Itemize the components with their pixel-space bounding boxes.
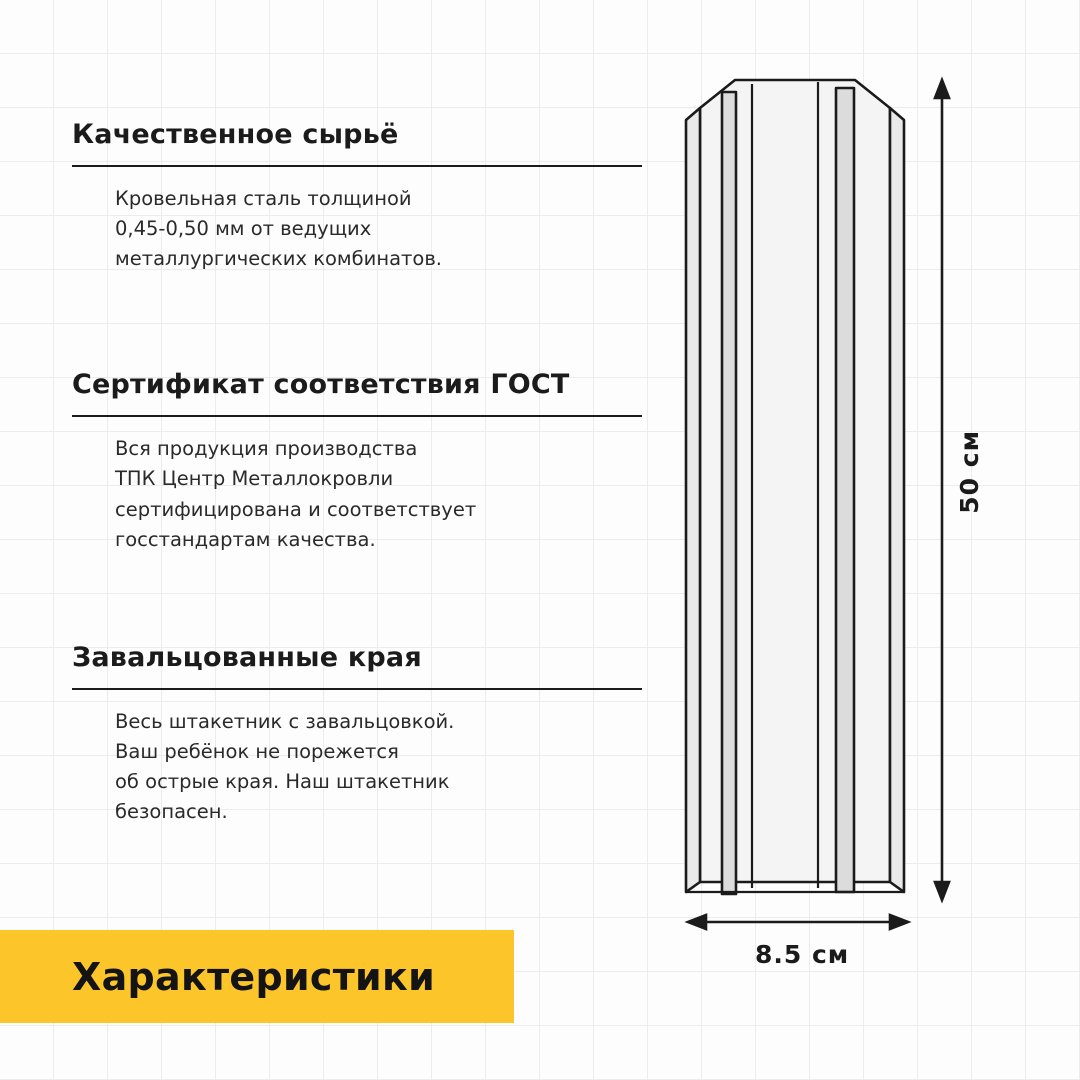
picket-slat-drawing xyxy=(686,80,904,894)
height-dimension-label: 50 см xyxy=(955,430,984,514)
feature-item-rolled-edges xyxy=(72,641,642,828)
feature-description-line: Вся продукция производства xyxy=(115,437,418,461)
feature-description-line: металлургических комбинатов. xyxy=(115,247,443,271)
feature-title: Сертификат соответствия ГОСТ xyxy=(72,368,642,417)
characteristics-banner xyxy=(0,930,514,1023)
feature-description xyxy=(72,184,642,275)
feature-description-line: Кровельная сталь толщиной xyxy=(115,186,412,210)
feature-description-line: Ваш ребёнок не порежется xyxy=(115,740,399,763)
feature-description-line: об острые края. Наш штакетник xyxy=(115,770,450,794)
feature-description xyxy=(72,434,642,555)
feature-description-line: Весь штакетник с завальцовкой. xyxy=(115,709,455,733)
feature-list xyxy=(72,118,642,828)
feature-title: Качественное сырьё xyxy=(72,118,642,167)
feature-item-quality-material xyxy=(72,118,642,274)
feature-description-line: безопасен. xyxy=(115,800,228,824)
width-dimension-label: 8.5 см xyxy=(755,940,850,969)
feature-description-line: сертифицирована и соответствует xyxy=(115,497,477,521)
feature-description-line: ТПК Центр Металлокровли xyxy=(115,467,394,491)
feature-description-line: госстандартам качества. xyxy=(115,527,376,551)
feature-item-gost-certificate xyxy=(72,368,642,555)
feature-description xyxy=(72,707,642,828)
height-dimension-arrow xyxy=(935,80,949,900)
product-illustration xyxy=(640,40,1060,1000)
feature-title: Завальцованные края xyxy=(72,641,642,690)
banner-label: Характеристики xyxy=(72,954,435,999)
width-dimension-arrow xyxy=(688,915,908,929)
feature-description-line: 0,45-0,50 мм от ведущих xyxy=(115,216,372,240)
